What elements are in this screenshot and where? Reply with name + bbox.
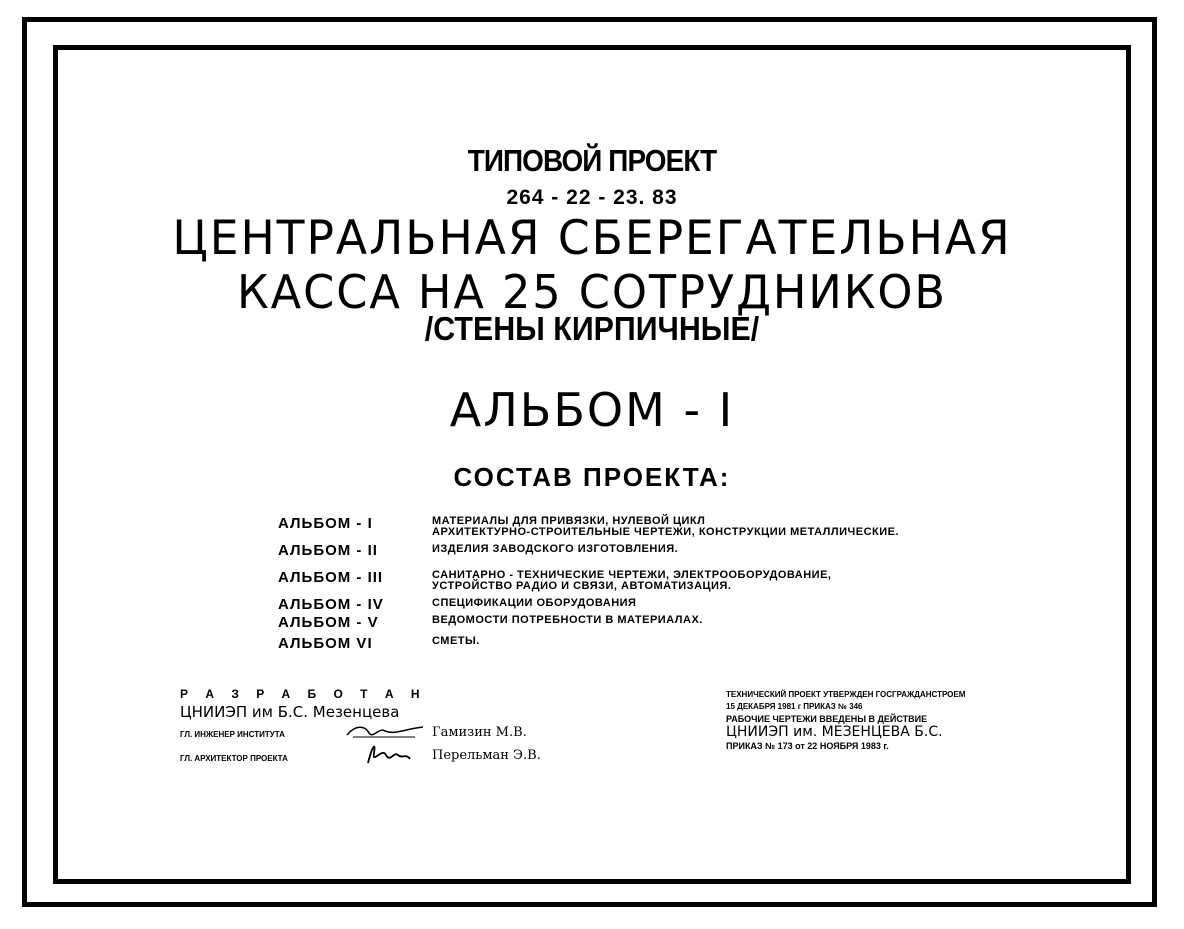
album-label: АЛЬБОМ VI	[278, 635, 373, 652]
chief-architect-label: ГЛ. АРХИТЕКТОР ПРОЕКТА	[180, 754, 288, 763]
album-label: АЛЬБОМ - IV	[278, 596, 384, 613]
album-desc: СПЕЦИФИКАЦИИ ОБОРУДОВАНИЯ	[432, 597, 637, 609]
approval-line: ТЕХНИЧЕСКИЙ ПРОЕКТ УТВЕРЖДЕН ГОСГРАЖДАНСТРОЕМ	[726, 690, 966, 699]
album-desc: МАТЕРИАЛЫ ДЛЯ ПРИВЯЗКИ, НУЛЕВОЙ ЦИКЛ	[432, 515, 706, 527]
subtitle: /СТЕНЫ КИРПИЧНЫЕ/	[424, 310, 760, 347]
album-desc: САНИТАРНО - ТЕХНИЧЕСКИЕ ЧЕРТЕЖИ, ЭЛЕКТРООБОРУДОВАНИЕ,	[432, 569, 832, 581]
title-line-2: КАССА НА 25 СОТРУДНИКОВ	[237, 265, 947, 319]
approval-line: ЦНИИЭП им. МЕЗЕНЦЕВА Б.С.	[726, 724, 943, 740]
chief-engineer-name: Гамизин М.В.	[432, 725, 527, 740]
album-label: АЛЬБОМ - III	[278, 569, 384, 586]
chief-engineer-label: ГЛ. ИНЖЕНЕР ИНСТИТУТА	[180, 730, 285, 739]
composition-heading: СОСТАВ ПРОЕКТА:	[453, 462, 731, 492]
album-desc: СМЕТЫ.	[432, 635, 480, 647]
approval-line: 15 ДЕКАБРЯ 1981 г ПРИКАЗ № 346	[726, 702, 863, 711]
album-desc: ИЗДЕЛИЯ ЗАВОДСКОГО ИЗГОТОВЛЕНИЯ.	[432, 543, 679, 555]
approval-line: РАБОЧИЕ ЧЕРТЕЖИ ВВЕДЕНЫ В ДЕЙСТВИЕ	[726, 714, 928, 724]
institute-name: ЦНИИЭП им Б.С. Мезенцева	[180, 703, 400, 721]
type-project-heading: ТИПОВОЙ ПРОЕКТ	[467, 143, 717, 178]
chief-architect-signature	[362, 737, 412, 767]
album-label: АЛЬБОМ - II	[278, 542, 378, 559]
title-line-1: ЦЕНТРАЛЬНАЯ СБЕРЕГАТЕЛЬНАЯ	[172, 211, 1012, 266]
album-title: АЛЬБОМ - I	[449, 383, 735, 437]
album-desc: АРХИТЕКТУРНО-СТРОИТЕЛЬНЫЕ ЧЕРТЕЖИ, КОНСТРУКЦИИ МЕТАЛЛИЧЕСКИЕ.	[432, 526, 900, 538]
chief-architect-name: Перельман Э.В.	[432, 748, 541, 763]
album-label: АЛЬБОМ - I	[278, 515, 373, 532]
developed-label: Р А З Р А Б О Т А Н	[180, 687, 427, 701]
album-desc: ВЕДОМОСТИ ПОТРЕБНОСТИ В МАТЕРИАЛАХ.	[432, 614, 703, 626]
project-number: 264 - 22 - 23. 83	[506, 186, 678, 209]
album-label: АЛЬБОМ - V	[278, 614, 379, 631]
album-desc: УСТРОЙСТВО РАДИО И СВЯЗИ, АВТОМАТИЗАЦИЯ.	[432, 580, 732, 592]
approval-line: ПРИКАЗ № 173 от 22 НОЯБРЯ 1983 г.	[726, 741, 889, 751]
